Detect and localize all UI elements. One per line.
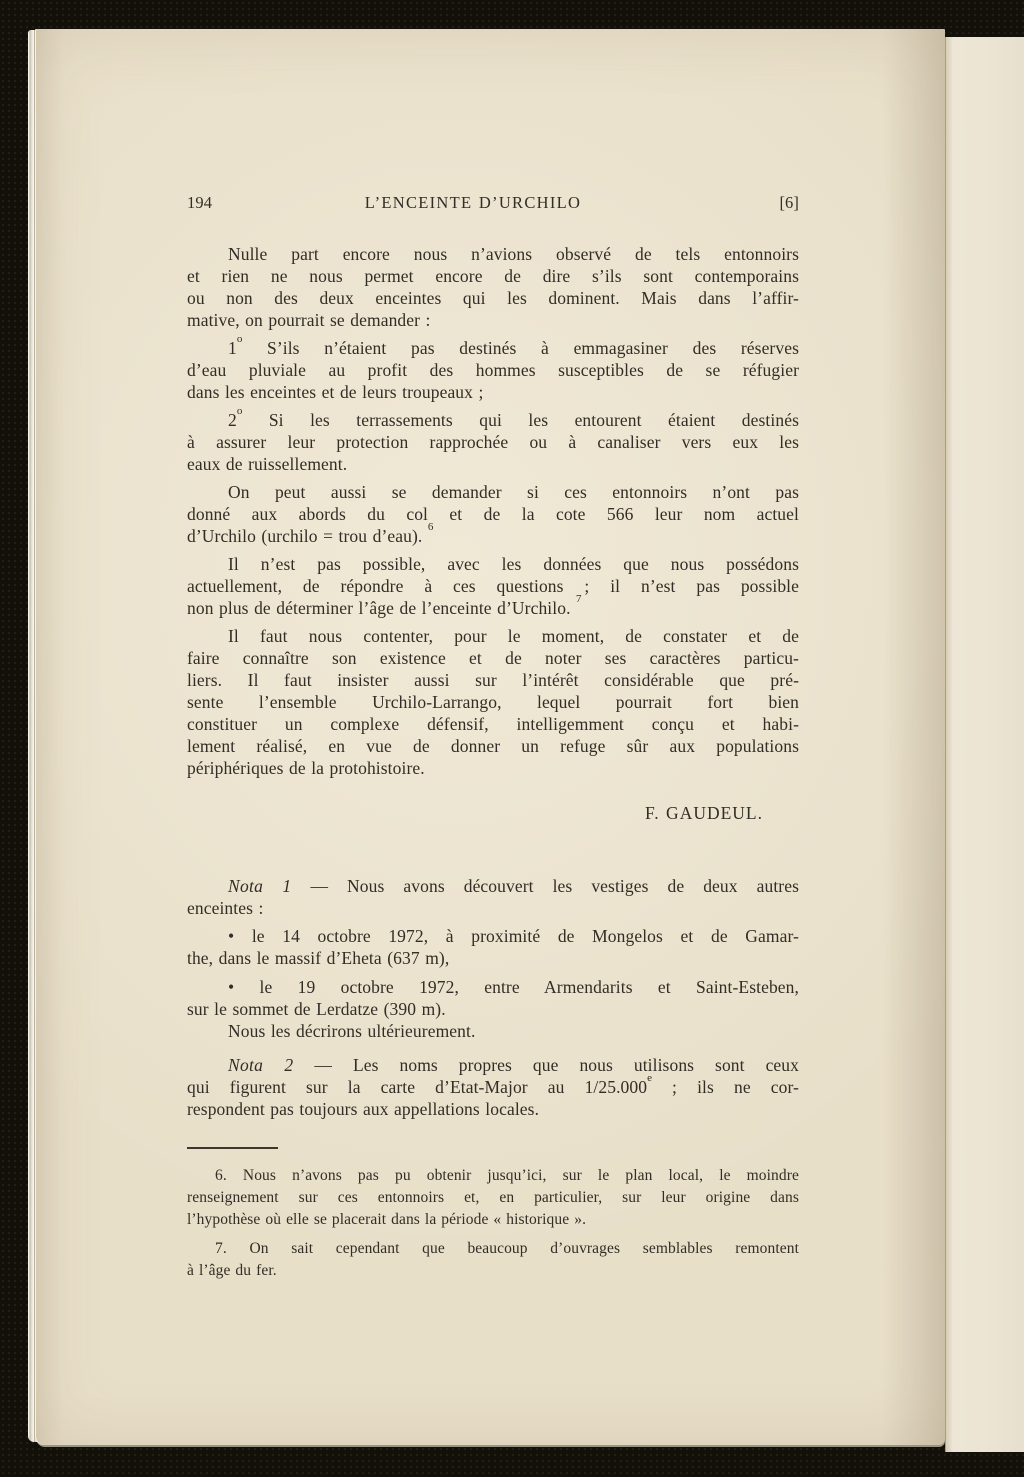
block-fn	[187, 1238, 799, 1282]
text-line: enceintes :	[187, 898, 264, 918]
text-line: renseignement sur ces entonnoirs et, en particulier, sur leur origine dans	[187, 1189, 799, 1206]
text-line: the, dans le massif d’Eheta (637 m),	[187, 948, 450, 968]
text-line: à assurer leur protection rapprochée ou à canaliser vers eux les	[187, 432, 799, 452]
block-fn	[187, 1165, 799, 1231]
text-line: liers. Il faut insister aussi sur l’intérêt considérable que pré-	[187, 670, 799, 690]
text-line: dans les enceintes et de leurs troupeaux ;	[187, 382, 484, 402]
text-line: 7. On sait cependant que beaucoup d’ouvrages semblables remontent	[215, 1240, 799, 1257]
text-line: et rien ne nous permet encore de dire s’ils sont contemporains	[187, 266, 799, 286]
text-line: Nota 2 — Les noms propres que nous utilisons sont ceux	[228, 1055, 799, 1075]
block-para	[187, 333, 799, 403]
block-para	[187, 405, 799, 475]
text-line: • le 14 octobre 1972, à proximité de Mongelos et de Gamar-	[228, 926, 799, 946]
text-line: constituer un complexe défensif, intelligemment conçu et habi-	[187, 714, 799, 734]
text-line: donné aux abords du col et de la cote 566 leur nom actuel	[187, 504, 799, 524]
text-line: eaux de ruissellement.	[187, 454, 348, 474]
text-line: • le 19 octobre 1972, entre Armendarits et Saint-Esteben,	[228, 977, 799, 997]
facing-page	[945, 37, 1024, 1452]
block-para	[187, 625, 799, 779]
text-line: à l’âge du fer.	[187, 1262, 277, 1279]
footnote-rule	[187, 1147, 278, 1149]
block-cont	[187, 1020, 799, 1042]
block-para	[187, 243, 799, 331]
block-nota	[187, 1054, 799, 1120]
text-line: sente l’ensemble Urchilo-Larrango, lequel pourrait fort bien	[187, 692, 799, 712]
text-line: Il n’est pas possible, avec les données que nous possédons	[228, 554, 799, 574]
text-line: Nota 1 — Nous avons découvert les vestiges de deux autres	[228, 876, 799, 896]
text-line: lement réalisé, en vue de donner un refuge sûr aux populations	[187, 736, 799, 756]
text-line: Il faut nous contenter, pour le moment, de constater et de	[228, 626, 799, 646]
text-line: d’eau pluviale au profit des hommes susceptibles de se réfugier	[187, 360, 799, 380]
text-line: périphériques de la protohistoire.	[187, 758, 425, 778]
block-para	[187, 481, 799, 547]
block-para	[187, 553, 799, 619]
text-line: d’Urchilo (urchilo = trou d’eau). $^6$	[187, 521, 434, 546]
text-line: qui figurent sur la carte d’Etat-Major au 1/25.000e ; ils ne cor-	[187, 1072, 799, 1097]
text-body	[187, 243, 799, 1282]
text-line: F. GAUDEUL.	[644, 803, 763, 823]
text-line: Nulle part encore nous n’avions observé de tels entonnoirs	[228, 244, 799, 264]
text-line: mative, on pourrait se demander :	[187, 310, 431, 330]
running-title: L’ENCEINTE D’URCHILO	[364, 193, 582, 212]
text-line: ou non des deux enceintes qui les dominent. Mais dans l’affir-	[187, 288, 799, 308]
text-line: 6. Nous n’avons pas pu obtenir jusqu’ici, sur le plan local, le moindre	[215, 1167, 799, 1184]
page-content	[187, 192, 799, 1289]
block-nota	[187, 875, 799, 919]
text-line: On peut aussi se demander si ces entonnoirs n’ont pas	[228, 482, 799, 502]
text-line: 1$^o$ S’ils n’étaient pas destinés à emmagasiner des réserves	[228, 333, 799, 358]
text-line: non plus de déterminer l’âge de l’enceinte d’Urchilo. $^7$	[187, 593, 582, 618]
page-header	[187, 192, 799, 214]
section-number: [6]	[779, 193, 799, 212]
block-sig	[187, 802, 799, 824]
text-line: respondent pas toujours aux appellations locales.	[187, 1099, 540, 1119]
text-line: 2$^o$ Si les terrassements qui les entourent étaient destinés	[228, 405, 799, 430]
block-bullet	[187, 976, 799, 1020]
page-number: 194	[187, 193, 213, 212]
text-line: faire connaître son existence et de noter ses caractères particu-	[187, 648, 799, 668]
text-line: sur le sommet de Lerdatze (390 m).	[187, 999, 446, 1019]
block-bullet	[187, 925, 799, 969]
text-line: actuellement, de répondre à ces questions ; il n’est pas possible	[187, 576, 799, 596]
text-line: Nous les décrirons ultérieurement.	[228, 1021, 476, 1041]
text-line: l’hypothèse où elle se placerait dans la période « historique ».	[187, 1211, 587, 1228]
